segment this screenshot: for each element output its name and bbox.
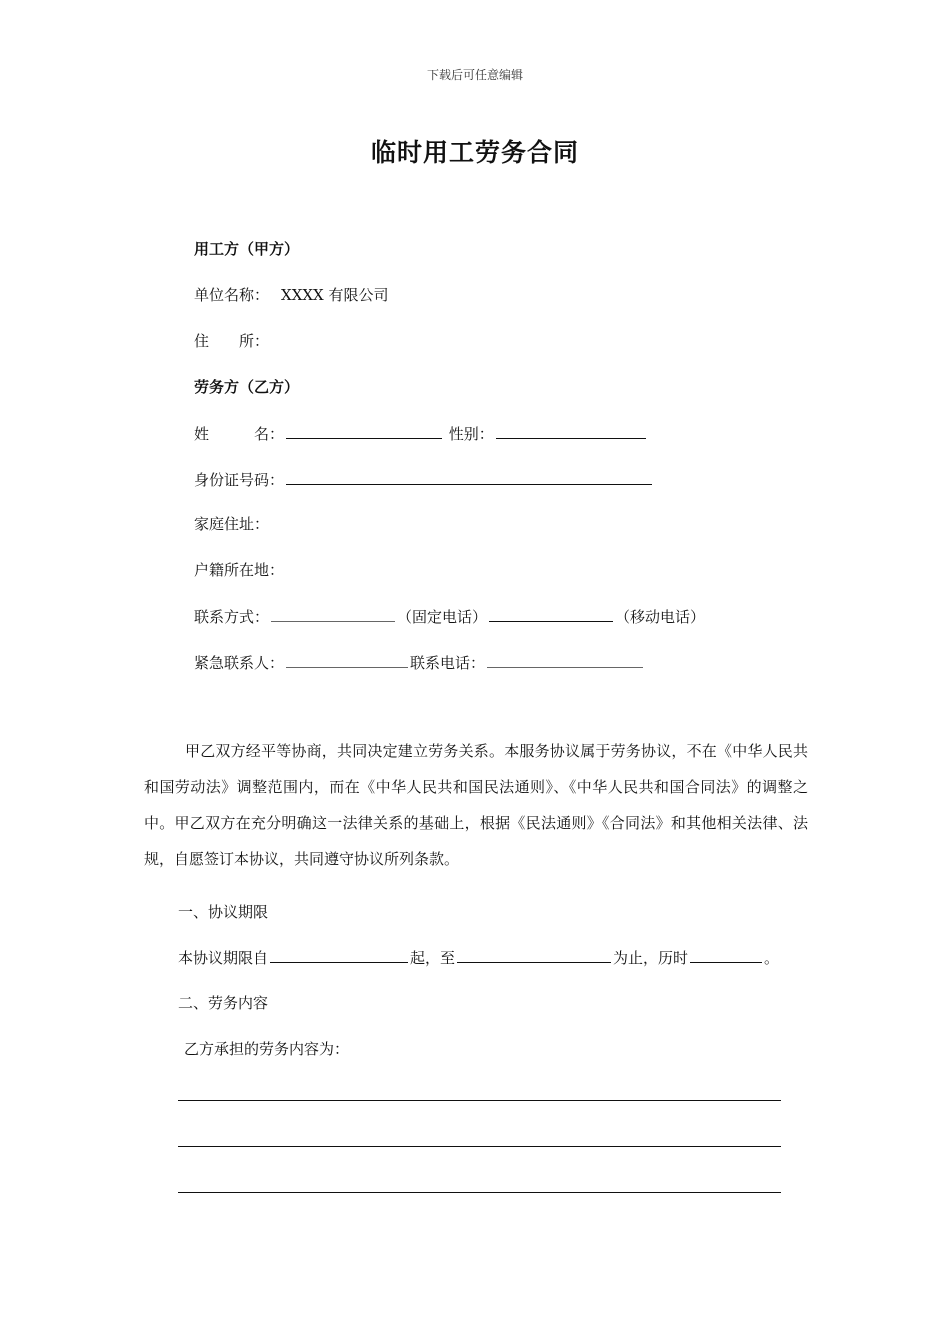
gender-label: 性别： [448,425,494,443]
address-label: 住 所： [194,332,270,350]
fixed-phone-label: （固定电话） [397,608,488,626]
name-gender-row [194,422,648,445]
name-label: 姓 名： [194,425,285,443]
term-to: 为止，历时 [613,949,689,967]
intro-paragraph: 甲乙双方经平等协商，共同决定建立劳务关系。本服务协议属于劳务协议，不在《中华人民共和国劳动法》调整范围内，而在《中华人民共和国民法通则》、《中华人民共和国合同法》的调整之中。甲乙双方在充分明确这一法律关系的基础上，根据《民法通则》《合同法》和其他相关法律、法规，自愿签订本协议，共同遵守协议所列条款。 [144,742,808,868]
term-end: 。 [764,949,780,967]
term-from: 起，至 [410,949,456,967]
emergency-phone-label: 联系电话： [410,654,486,672]
name-blank[interactable] [286,422,442,439]
content-line-3[interactable] [178,1192,781,1193]
party-b-heading: 劳务方（乙方） [194,378,300,396]
section1-heading: 一、协议期限 [178,903,269,921]
emergency-blank[interactable] [286,651,408,668]
home-label: 家庭住址： [194,515,270,533]
emergency-row [194,651,645,674]
section2-heading: 二、劳务内容 [178,994,269,1012]
company-row [194,284,389,306]
emergency-phone-blank[interactable] [487,651,643,668]
term-end-blank[interactable] [457,946,611,963]
mobile-phone-label: （移动电话） [615,608,706,626]
content-label: 乙方承担的劳务内容为： [184,1040,350,1058]
gender-blank[interactable] [496,422,646,439]
company-label: 单位名称： [194,286,270,304]
company-value: XXXX 有限公司 [281,286,389,304]
fixed-phone-blank[interactable] [271,605,395,622]
term-start-blank[interactable] [270,946,408,963]
page-title: 临时用工劳务合同 [370,138,579,167]
id-blank[interactable] [286,468,652,485]
contact-label: 联系方式： [194,608,270,626]
term-prefix: 本协议期限自 [178,949,269,967]
id-label: 身份证号码： [194,471,285,489]
term-duration-blank[interactable] [690,946,762,963]
term-row [178,946,779,969]
household-label: 户籍所在地： [194,561,285,579]
content-line-1[interactable] [178,1100,781,1101]
id-row [194,468,654,491]
header-note: 下载后可任意编辑 [426,68,523,82]
mobile-phone-blank[interactable] [489,605,613,622]
party-a-heading: 用工方（甲方） [194,240,300,258]
contact-row [194,605,705,628]
emergency-label: 紧急联系人： [194,654,285,672]
content-line-2[interactable] [178,1146,781,1147]
